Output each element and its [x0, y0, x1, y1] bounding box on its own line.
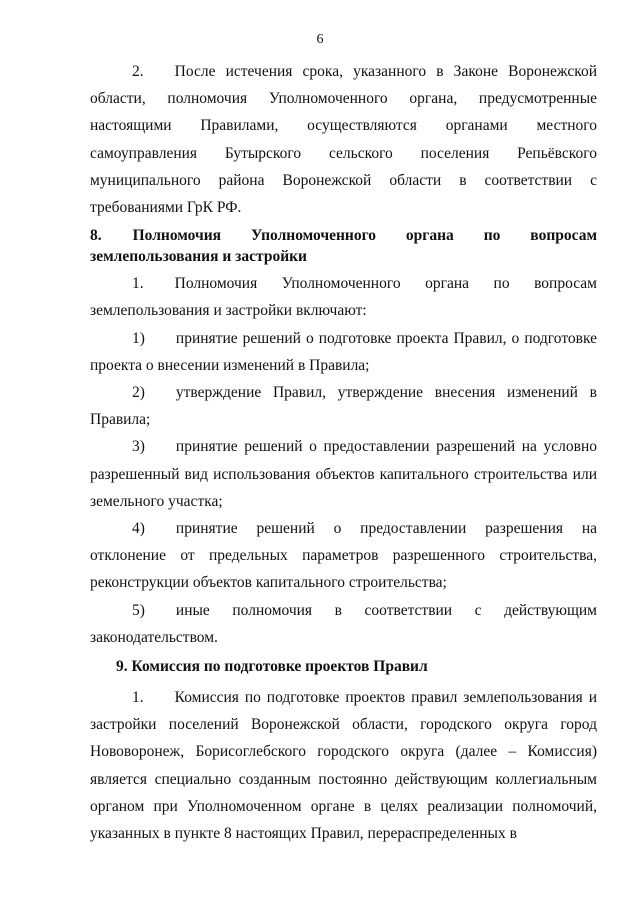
paragraph-8-1: 1. Полномочия Уполномоченного органа по вопросам землепользования и застройки включают: [90, 275, 597, 320]
paragraph-9-1: 1. Комиссия по подготовке проектов правил землепользования и застройки поселений Воронежской области, городского округа город Нововоронеж, Борисоглебского городского округа (далее – Комиссия) является специально созданным постоянно действующим коллегиальным органом при Уполномоченном органе в целях реализации полномочий, указанных в пункте 8 настоящих Правил, перераспределенных в [90, 689, 597, 843]
document-body [90, 58, 597, 847]
paragraph-2: 2. После истечения срока, указанного в Законе Воронежской области, полномочия Уполномоченного органа, предусмотренные настоящими Правилами, осуществляются органами местного самоуправления Бутырского сельского поселения Репьёвского муниципального района Воронежской области в соответствии с требованиями ГрК РФ. [90, 63, 597, 217]
section-9-heading: 9. Комиссия по подготовке проектов Правил [116, 658, 428, 676]
list-item-8-1-5: 5) иные полномочия в соответствии с действующим законодательством. [90, 601, 597, 646]
list-item-8-1-2: 2) утверждение Правил, утверждение внесения изменений в Правила; [90, 384, 597, 429]
page-number: 6 [316, 32, 324, 47]
list-item-8-1-1: 1) принятие решений о подготовке проекта Правил, о подготовке проекта о внесении изменений в Правила; [90, 329, 597, 374]
list-item-8-1-3: 3) принятие решений о предоставлении разрешений на условно разрешенный вид использования объектов капитального строительства или земельного участка; [90, 438, 597, 510]
section-8-heading: 8. Полномочия Уполномоченного органа по вопросам землепользования и застройки [90, 227, 597, 266]
list-item-8-1-4: 4) принятие решений о предоставлении разрешения на отклонение от предельных параметров разрешенного строительства, реконструкции объектов капитального строительства; [90, 520, 597, 592]
